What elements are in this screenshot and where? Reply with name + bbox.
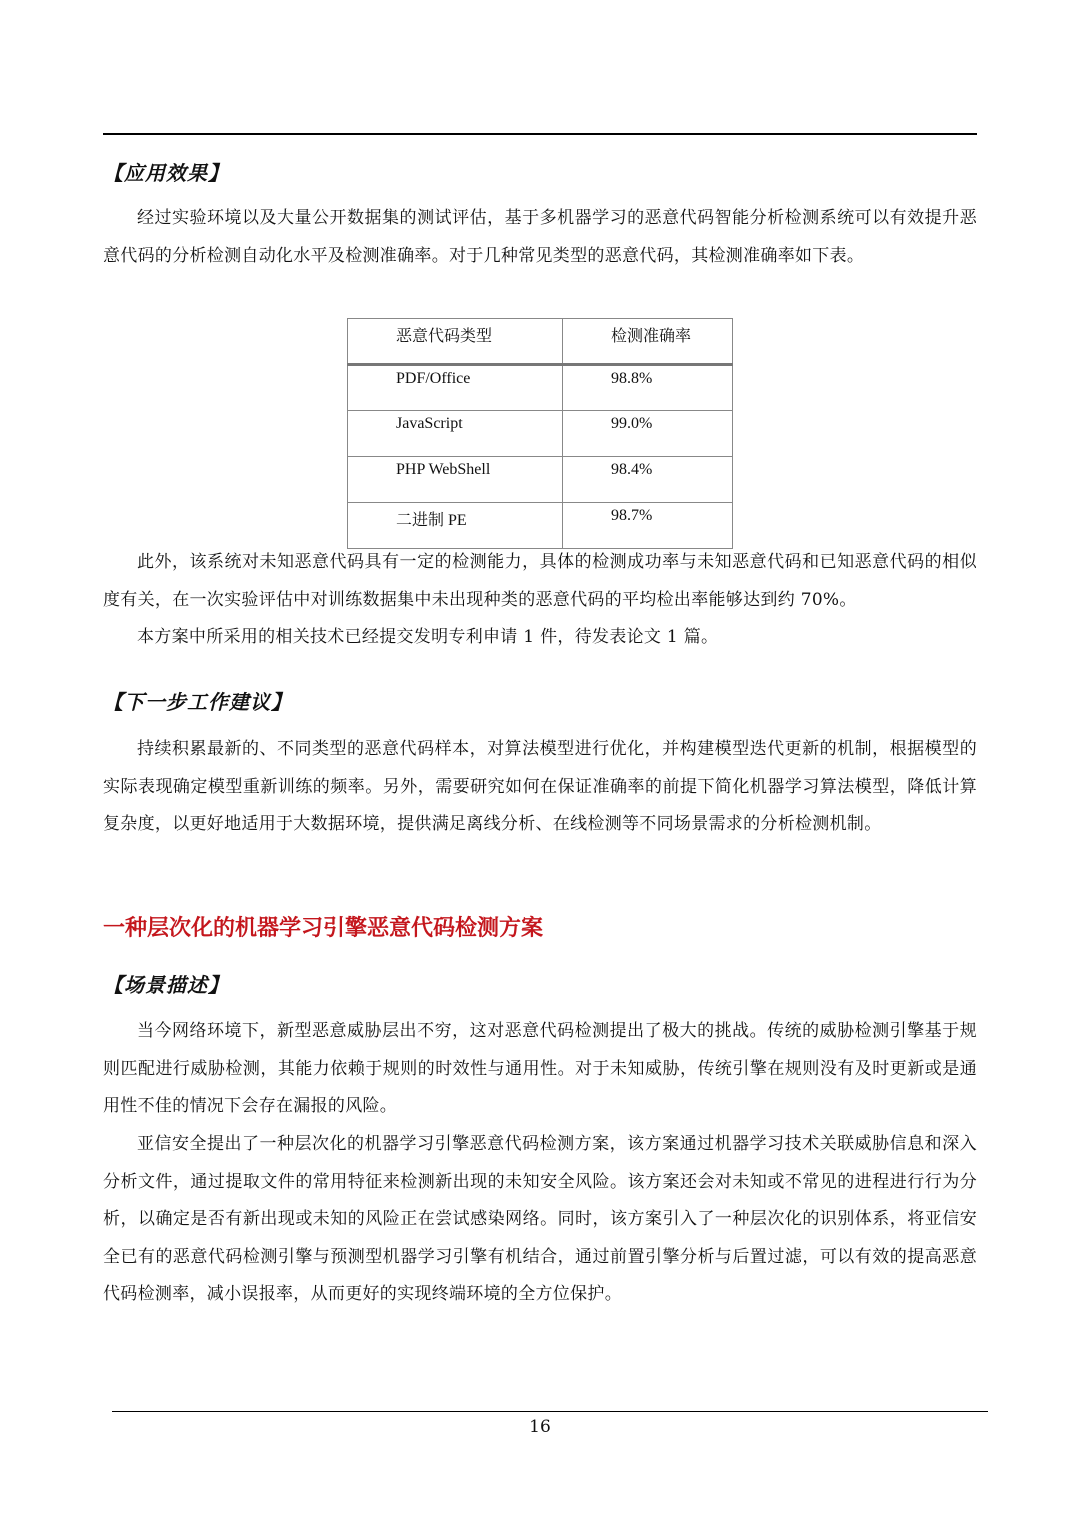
effect-paragraph-2: 此外，该系统对未知恶意代码具有一定的检测能力，具体的检测成功率与未知恶意代码和已知恶意代码的相似度有关，在一次实验评估中对训练数据集中未出现种类的恶意代码的平均检出率能够达到约 70%。 xyxy=(103,552,977,610)
footer-rule xyxy=(112,1411,988,1412)
accuracy-table xyxy=(347,318,733,549)
scene-paragraph-2: 亚信安全提出了一种层次化的机器学习引擎恶意代码检测方案，该方案通过机器学习技术关联威胁信息和深入分析文件，通过提取文件的常用特征来检测新出现的未知安全风险。该方案还会对未知或不常见的进程进行行为分析，以确定是否有新出现或未知的风险正在尝试感染网络。同时，该方案引入了一种层次化的识别体系，将亚信安全已有的恶意代码检测引擎与预测型机器学习引擎有机结合，通过前置引擎分析与后置过滤，可以有效的提高恶意代码检测率，减小误报率，从而更好的实现终端环境的全方位保护。 xyxy=(103,1134,977,1304)
scene-paragraph-1: 当今网络环境下，新型恶意威胁层出不穷，这对恶意代码检测提出了极大的挑战。传统的威胁检测引擎基于规则匹配进行威胁检测，其能力依赖于规则的时效性与通用性。对于未知威胁，传统引擎在规则没有及时更新或是通用性不佳的情况下会存在漏报的风险。 xyxy=(103,1021,977,1116)
next-steps-paragraph: 持续积累最新的、不同类型的恶意代码样本，对算法模型进行优化，并构建模型迭代更新的机制，根据模型的实际表现确定模型重新训练的频率。另外，需要研究如何在保证准确率的前提下简化机器学习算法模型，降低计算复杂度，以更好地适用于大数据环境，提供满足离线分析、在线检测等不同场景需求的分析检测机制。 xyxy=(103,739,977,834)
table-header-row xyxy=(348,319,733,365)
effect-paragraph-1: 经过实验环境以及大量公开数据集的测试评估，基于多机器学习的恶意代码智能分析检测系统可以有效提升恶意代码的分析检测自动化水平及检测准确率。对于几种常见类型的恶意代码，其检测准确率如下表。 xyxy=(103,208,977,266)
cell-accuracy: 98.8% xyxy=(563,365,733,411)
header-accuracy: 检测准确率 xyxy=(563,319,733,365)
cell-type: JavaScript xyxy=(348,411,563,457)
cell-accuracy: 98.7% xyxy=(563,503,733,549)
heading-scene-description: 【场景描述】 xyxy=(103,973,229,997)
cell-type: PHP WebShell xyxy=(348,457,563,503)
page-number: 16 xyxy=(529,1417,551,1437)
cell-type: 二进制 PE xyxy=(348,503,563,549)
cell-accuracy: 98.4% xyxy=(563,457,733,503)
table-row xyxy=(348,503,733,549)
cell-type: PDF/Office xyxy=(348,365,563,411)
solution-title: 一种层次化的机器学习引擎恶意代码检测方案 xyxy=(103,916,544,941)
heading-application-effect: 【应用效果】 xyxy=(103,161,229,185)
header-rule xyxy=(103,133,977,135)
table-row xyxy=(348,457,733,503)
cell-accuracy: 99.0% xyxy=(563,411,733,457)
heading-next-steps: 【下一步工作建议】 xyxy=(103,690,292,714)
header-malware-type: 恶意代码类型 xyxy=(348,319,563,365)
effect-paragraph-3: 本方案中所采用的相关技术已经提交发明专利申请 1 件，待发表论文 1 篇。 xyxy=(137,627,719,647)
table-row xyxy=(348,411,733,457)
table-row xyxy=(348,365,733,411)
